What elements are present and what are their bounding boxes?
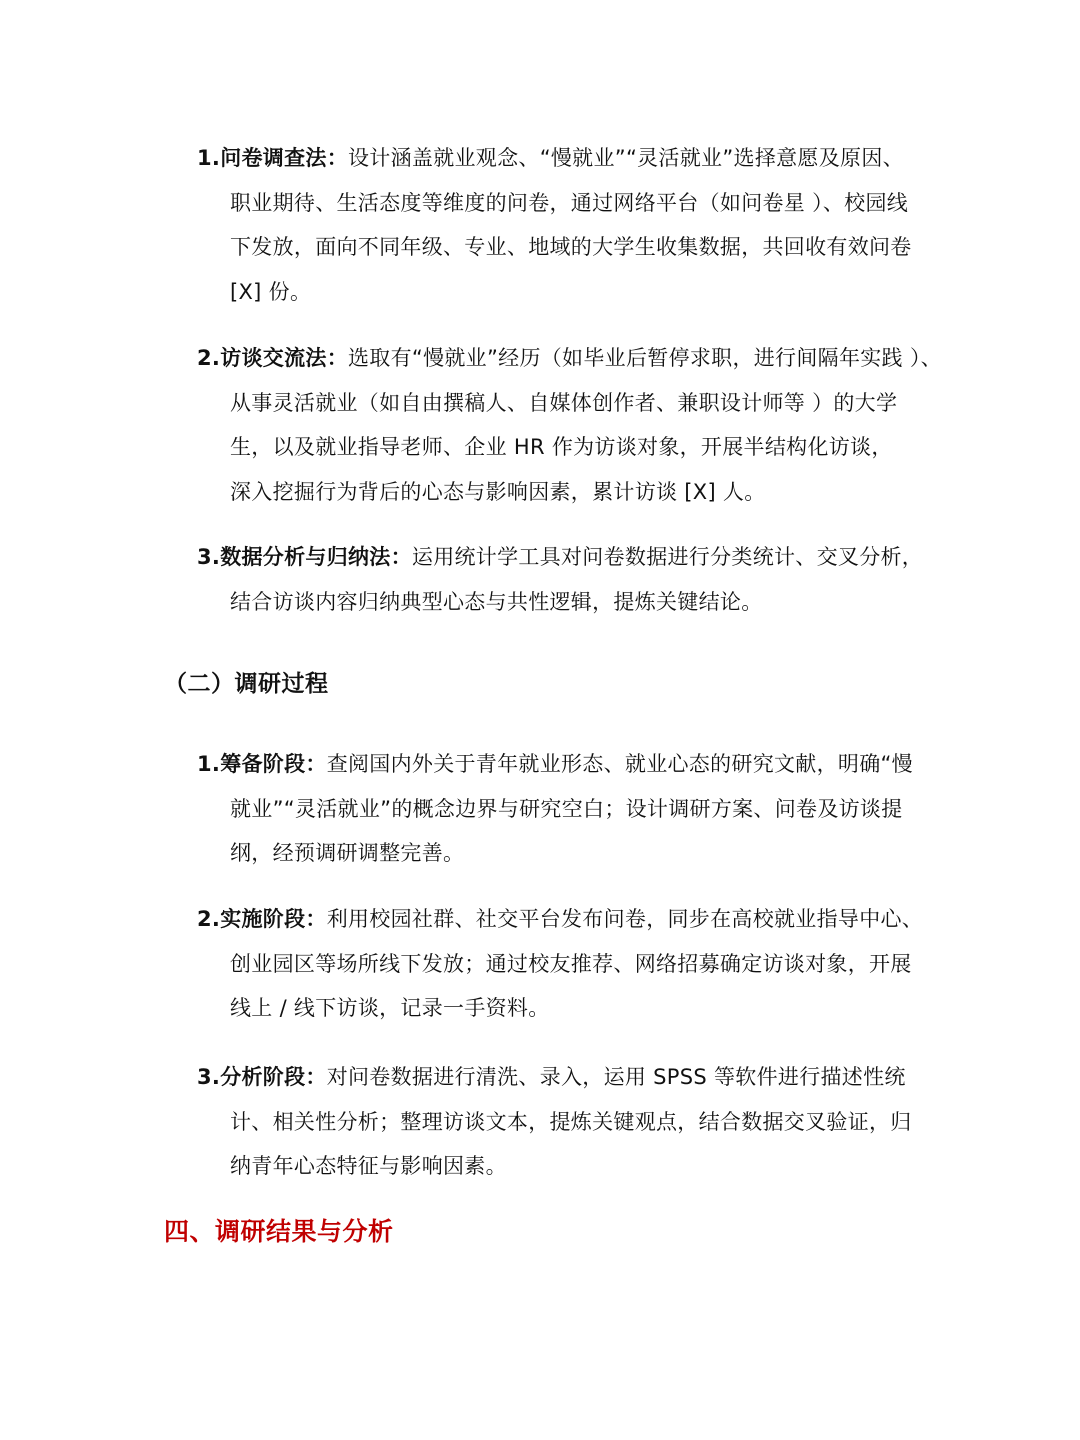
method-text-line: 下发放，面向不同年级、专业、地域的大学生收集数据，共回收有效问卷: [230, 235, 912, 259]
method-item-interview: [197, 336, 942, 514]
process-text-line: 计、相关性分析；整理访谈文本，提炼关键观点，结合数据交叉验证，归: [230, 1109, 912, 1134]
process-text-line: 利用校园社群、社交平台发布问卷，同步在高校就业指导中心、: [326, 907, 924, 931]
process-item-analysis: [197, 1055, 927, 1189]
process-text-line: 线上 / 线下访谈，记录一手资料。: [230, 996, 550, 1020]
method-label: 1.问卷调查法：: [197, 146, 348, 170]
process-text-line: 纳青年心态特征与影响因素。: [230, 1154, 507, 1178]
process-label: 3.分析阶段：: [197, 1065, 327, 1089]
method-item-analysis: [197, 535, 927, 624]
method-item-questionnaire: [197, 136, 927, 314]
method-text-line: 运用统计学工具对问卷数据进行分类统计、交叉分析，: [411, 545, 924, 569]
process-text-line: 对问卷数据进行清洗、录入，运用 SPSS 等软件进行描述性统: [326, 1065, 906, 1089]
process-text-line: 纲，经预调研调整完善。: [230, 841, 465, 865]
method-text-line: 从事灵活就业（如自由撰稿人、自媒体创作者、兼职设计师等 ）的大学: [230, 390, 898, 415]
process-heading: （二）调研过程: [164, 671, 329, 697]
process-item-preparation: [197, 742, 927, 876]
method-text-line: 职业期待、生活态度等维度的问卷，通过网络平台（如问卷星 ）、校园线: [230, 190, 909, 215]
method-text-line: 设计涵盖就业观念、“慢就业”“灵活就业”选择意愿及原因、: [348, 146, 904, 170]
process-label: 2.实施阶段：: [197, 907, 327, 931]
method-text-line: [X] 份。: [230, 279, 312, 304]
method-label: 3.数据分析与归纳法：: [197, 545, 412, 569]
method-label: 2.访谈交流法：: [197, 346, 348, 370]
method-text-line: 深入挖掘行为背后的心态与影响因素，累计访谈 [X] 人。: [230, 479, 766, 504]
method-text-line: 生，以及就业指导老师、企业 HR 作为访谈对象，开展半结构化访谈，: [230, 435, 893, 459]
method-text-line: 选取有“慢就业”经历（如毕业后暂停求职，进行间隔年实践 ）、: [348, 346, 942, 370]
method-text-line: 结合访谈内容归纳典型心态与共性逻辑，提炼关键结论。: [230, 589, 763, 614]
process-item-implementation: [197, 897, 927, 1031]
process-label: 1.筹备阶段：: [197, 752, 327, 776]
results-heading: 四、调研结果与分析: [164, 1217, 394, 1246]
process-text-line: 就业”“灵活就业”的概念边界与研究空白；设计调研方案、问卷及访谈提: [230, 796, 903, 821]
process-text-line: 查阅国内外关于青年就业形态、就业心态的研究文献，明确“慢: [326, 752, 913, 776]
process-text-line: 创业园区等场所线下发放；通过校友推荐、网络招募确定访谈对象，开展: [230, 951, 912, 976]
